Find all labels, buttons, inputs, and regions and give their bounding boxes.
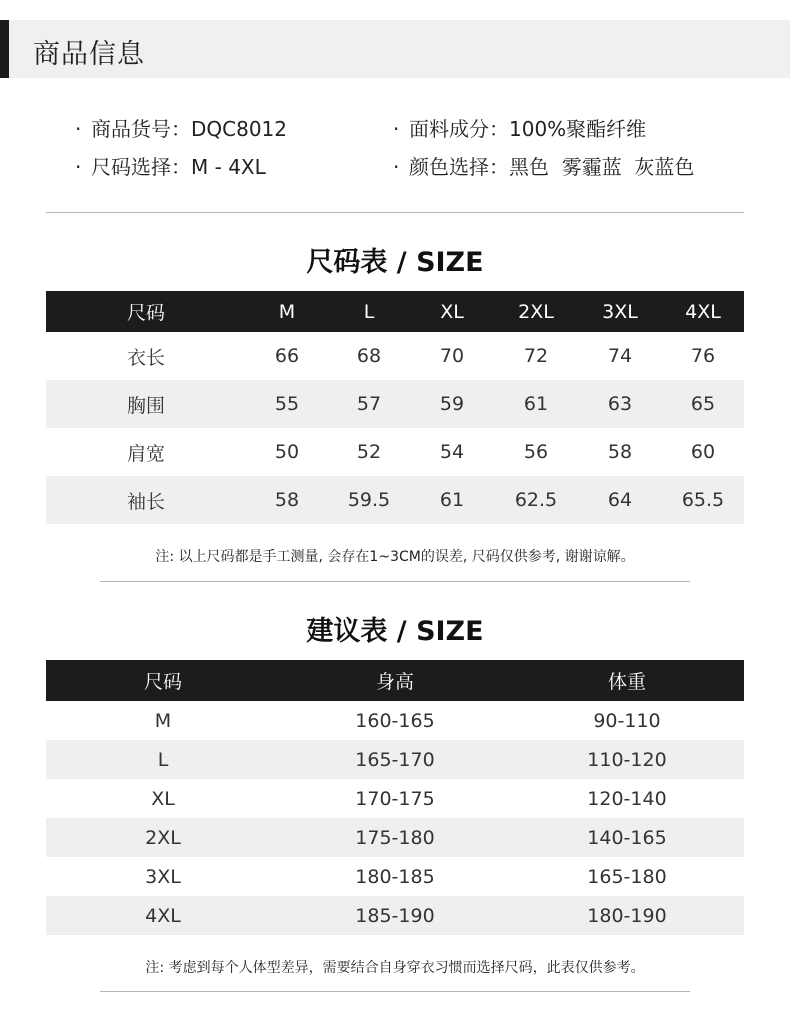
divider	[100, 991, 690, 992]
cell: 52	[356, 441, 382, 463]
column-header: L	[328, 291, 410, 332]
size-chart-table	[46, 291, 744, 524]
cell: 64	[578, 476, 662, 524]
cell: 175-180	[280, 818, 510, 857]
cell: 55	[246, 380, 328, 428]
table-row	[46, 701, 744, 740]
row-label: 衣长	[126, 346, 165, 369]
table-row	[46, 380, 744, 428]
cell: 62.5	[494, 476, 578, 524]
column-header: XL	[410, 291, 494, 332]
cell: M	[154, 709, 172, 732]
cell: 165-170	[280, 740, 510, 779]
cell: 165-180	[587, 865, 667, 888]
section-header-title: 商品信息	[33, 39, 145, 70]
cell: XL	[151, 787, 175, 810]
cell: 70	[439, 345, 465, 367]
cell: 180-190	[510, 896, 744, 935]
recommend-chart-title: 建议表 / SIZE	[306, 616, 484, 647]
cell: 61	[410, 476, 494, 524]
column-header: 4XL	[662, 291, 744, 332]
column-header: 体重	[510, 660, 744, 701]
cell: 58	[607, 441, 633, 463]
info-fabric	[393, 113, 646, 142]
cell: 60	[690, 441, 716, 463]
size-chart-note: 注: 以上尺码都是手工测量, 会存在1~3CM的误差, 尺码仅供参考, 谢谢谅解。	[155, 549, 635, 565]
info-size-range	[75, 151, 266, 180]
cell: 185-190	[280, 896, 510, 935]
bullet-icon: ·	[393, 155, 400, 179]
size-range-label: 尺码选择：	[91, 155, 191, 179]
cell: 50	[274, 441, 300, 463]
size-range-value: M - 4XL	[191, 155, 266, 179]
header-accent-bar	[0, 20, 9, 78]
column-header: 尺码	[46, 660, 280, 701]
recommend-header-row	[46, 660, 744, 701]
cell: 54	[439, 441, 465, 463]
size-chart-title: 尺码表 / SIZE	[306, 247, 484, 278]
section-header	[0, 20, 790, 78]
cell: 160-165	[355, 709, 435, 732]
cell: 72	[523, 345, 549, 367]
info-colors	[393, 151, 694, 180]
cell: 65.5	[662, 476, 744, 524]
size-chart-header-row	[46, 291, 744, 332]
divider	[100, 581, 690, 582]
cell: 58	[246, 476, 328, 524]
row-label: 胸围	[46, 380, 246, 428]
bullet-icon: ·	[75, 155, 82, 179]
row-label: 袖长	[46, 476, 246, 524]
cell: 4XL	[46, 896, 280, 935]
table-row	[46, 428, 744, 476]
divider	[46, 212, 744, 213]
table-row	[46, 740, 744, 779]
recommend-chart-note: 注: 考虑到每个人体型差异，需要结合自身穿衣习惯而选择尺码，此表仅供参考。	[145, 960, 645, 976]
cell: 56	[523, 441, 549, 463]
table-row	[46, 896, 744, 935]
table-row	[46, 857, 744, 896]
cell: 170-175	[355, 787, 435, 810]
column-header: 尺码	[46, 291, 246, 332]
cell: 63	[578, 380, 662, 428]
cell: 74	[607, 345, 633, 367]
table-row	[46, 818, 744, 857]
column-header: 身高	[280, 660, 510, 701]
colors-value: 黑色 雾霾蓝 灰蓝色	[509, 155, 695, 179]
cell: 65	[662, 380, 744, 428]
info-item-number	[75, 113, 287, 142]
fabric-label: 面料成分：	[409, 117, 509, 141]
item-number-value: DQC8012	[191, 117, 288, 141]
row-label: 肩宽	[126, 442, 165, 465]
fabric-value: 100%聚酯纤维	[509, 117, 647, 141]
cell: 59	[410, 380, 494, 428]
table-row	[46, 779, 744, 818]
cell: 3XL	[145, 865, 181, 888]
cell: 140-165	[510, 818, 744, 857]
table-row	[46, 476, 744, 524]
recommend-table	[46, 660, 744, 935]
cell: 61	[494, 380, 578, 428]
column-header: M	[246, 291, 328, 332]
cell: 59.5	[328, 476, 410, 524]
cell: 76	[690, 345, 716, 367]
table-row	[46, 332, 744, 380]
bullet-icon: ·	[75, 117, 82, 141]
bullet-icon: ·	[393, 117, 400, 141]
cell: 57	[328, 380, 410, 428]
cell: 68	[356, 345, 382, 367]
column-header: 2XL	[494, 291, 578, 332]
colors-label: 颜色选择：	[409, 155, 509, 179]
cell: L	[46, 740, 280, 779]
cell: 110-120	[510, 740, 744, 779]
cell: 2XL	[46, 818, 280, 857]
cell: 66	[274, 345, 300, 367]
cell: 180-185	[355, 865, 435, 888]
cell: 90-110	[593, 709, 661, 732]
cell: 120-140	[587, 787, 667, 810]
item-number-label: 商品货号：	[91, 117, 191, 141]
column-header: 3XL	[578, 291, 662, 332]
